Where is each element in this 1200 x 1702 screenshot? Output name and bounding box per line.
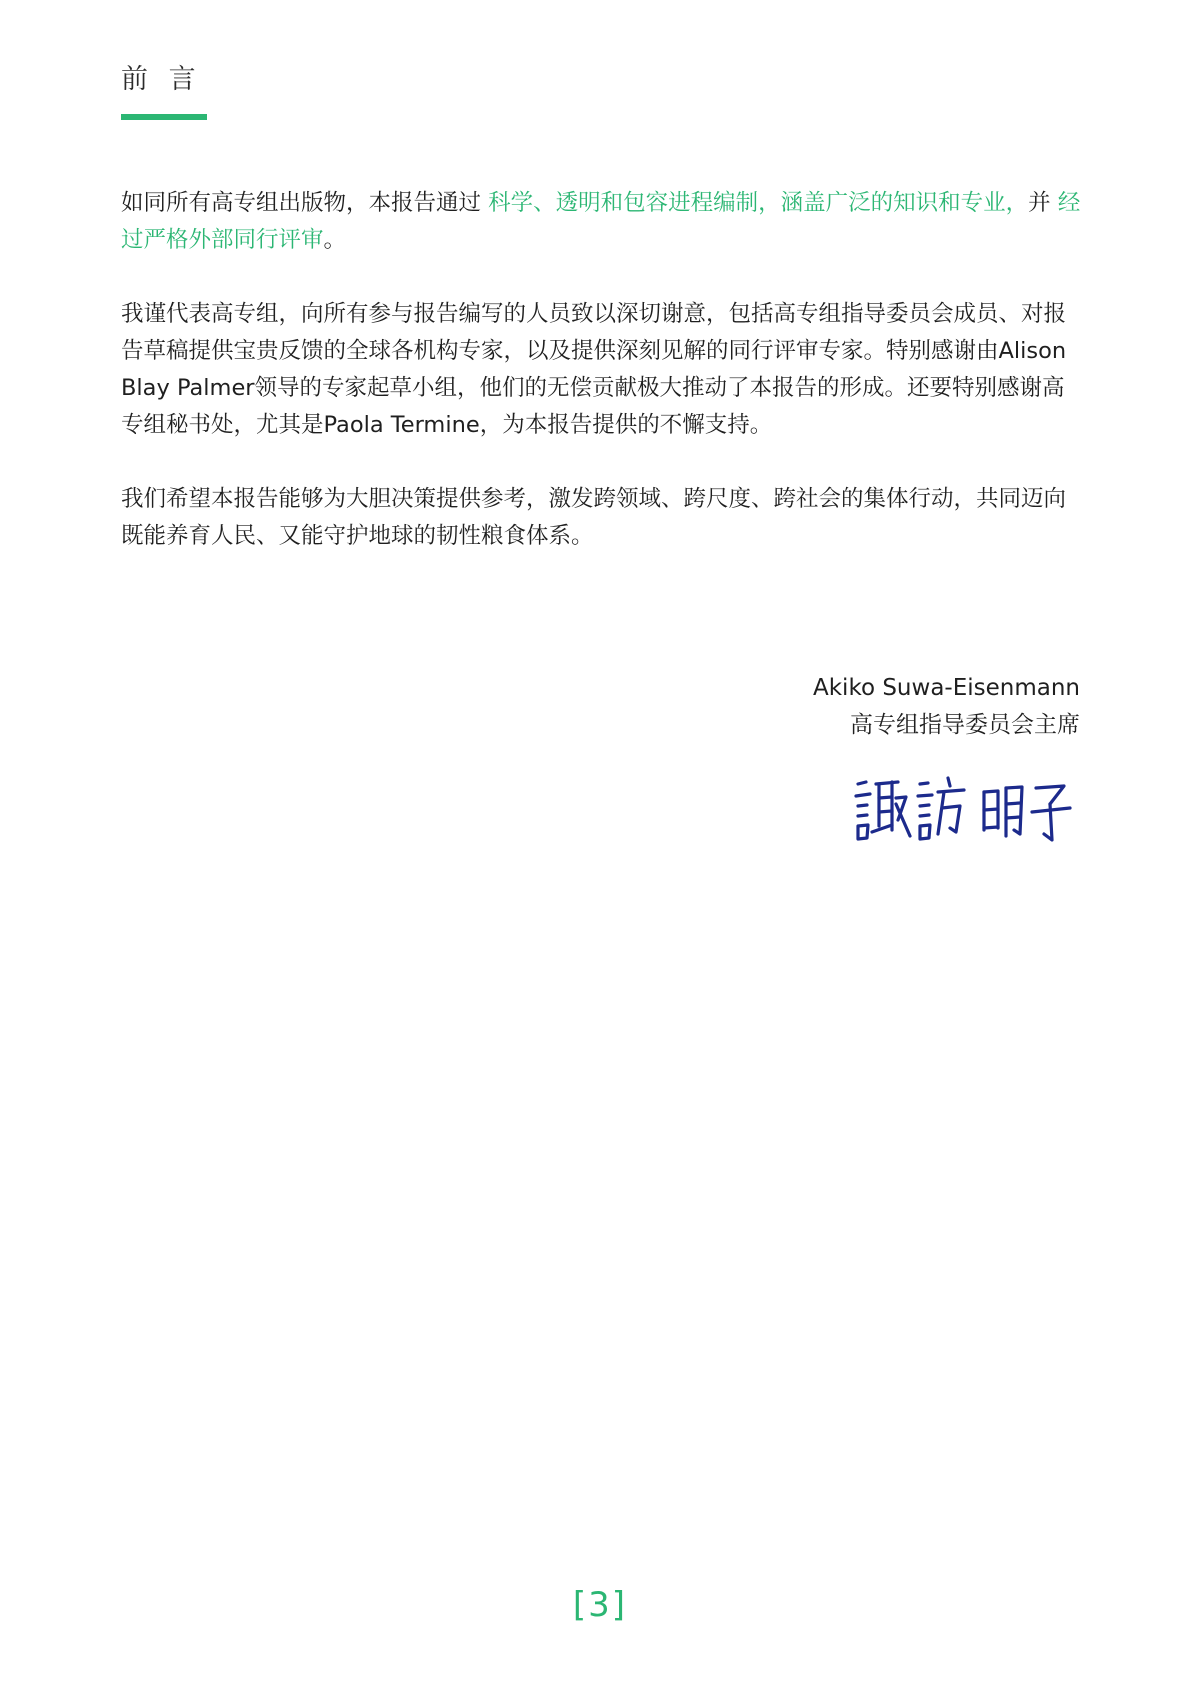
section-title: 前 言	[121, 64, 202, 95]
paragraph-3: 我们希望本报告能够为大胆决策提供参考，激发跨领域、跨尺度、跨社会的集体行动，共同迈向既能养育人民、又能守护地球的韧性粮食体系。	[121, 486, 1067, 549]
title-underline	[121, 114, 207, 120]
page-number: [3]	[572, 1585, 628, 1625]
paragraph-1-text-a: 如同所有高专组出版物，本报告通过	[121, 190, 489, 216]
paragraph-1-text-c: 。	[323, 227, 347, 253]
signatory-role: 高专组指导委员会主席	[850, 712, 1080, 738]
handwritten-signature	[852, 770, 1084, 850]
signatory-name: Akiko Suwa-Eisenmann	[813, 675, 1080, 701]
paragraph-1-text-b: 并	[1028, 190, 1058, 216]
foreword-body	[121, 185, 1081, 592]
paragraph-1-highlight-1: 科学、透明和包容进程编制，涵盖广泛的知识和专业，	[488, 190, 1029, 216]
signature-block	[813, 670, 1080, 744]
paragraph-1	[121, 185, 1081, 259]
paragraph-2: 我谨代表高专组，向所有参与报告编写的人员致以深切谢意，包括高专组指导委员会成员、对报告草稿提供宝贵反馈的全球各机构专家，以及提供深刻见解的同行评审专家。特别感谢由Alison Blay Palmer领导的专家起草小组，他们的无偿贡献极大推动了本报告的形成。还要特别感谢高专组秘书处，尤其是Paola Termine，为本报告提供的不懈支持。	[121, 301, 1067, 438]
paragraph-1-highlight-2: 经过严格外部同行评审	[121, 190, 1081, 253]
